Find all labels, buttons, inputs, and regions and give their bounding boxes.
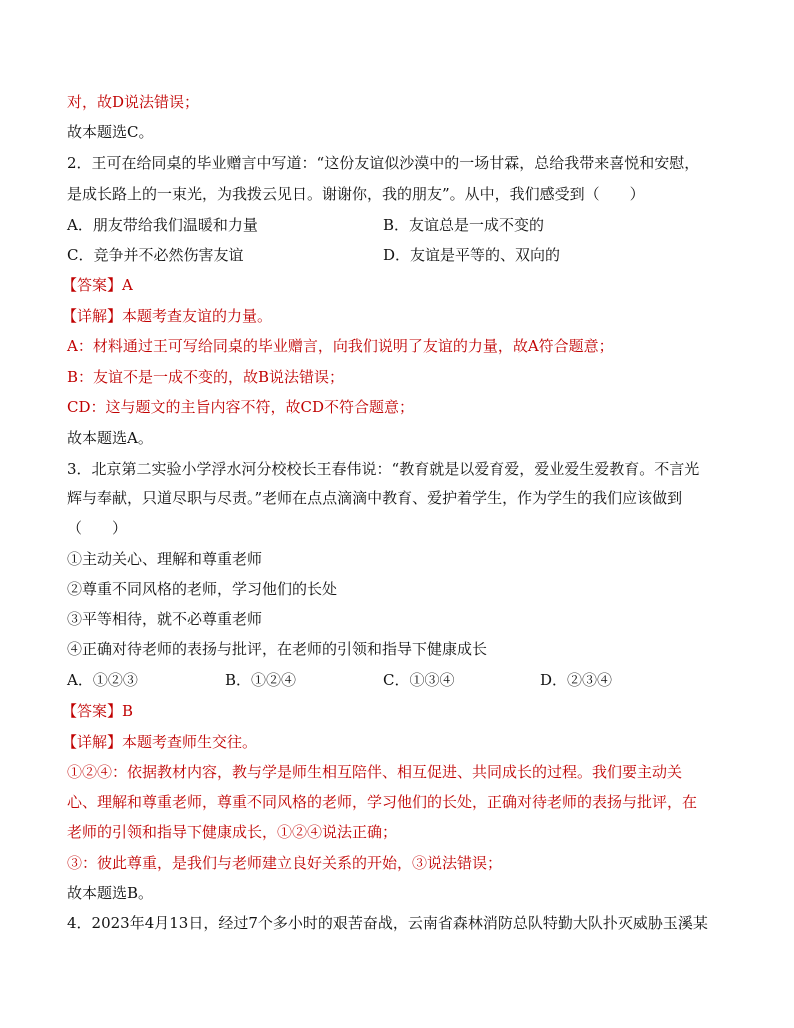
q2-option-b: B．友谊总是一成不变的 bbox=[383, 216, 545, 234]
q4-stem-line1: 4．2023年4月13日，经过7个多小时的艰苦奋战，云南省森林消防总队特勤大队扑灭威胁玉溪某 bbox=[67, 914, 708, 932]
prev-conclusion: 故本题选C。 bbox=[67, 123, 154, 141]
q2-detail bbox=[62, 305, 272, 327]
answer-tag: 【答案】 bbox=[62, 702, 123, 720]
q3-option-d: D．②③④ bbox=[540, 671, 613, 689]
detail-tag: 【详解】 bbox=[62, 307, 123, 325]
q2-answer bbox=[62, 274, 133, 296]
q2-analysis-line: CD：这与题文的主旨内容不符，故CD不符合题意； bbox=[67, 398, 415, 416]
q2-conclusion: 故本题选A。 bbox=[67, 429, 153, 447]
q3-option-c: C．①③④ bbox=[383, 671, 455, 689]
q2-analysis-line: A：材料通过王可写给同桌的毕业赠言，向我们说明了友谊的力量，故A符合题意； bbox=[67, 337, 614, 355]
detail-tag: 【详解】 bbox=[62, 733, 123, 751]
q3-stem-line3: （ ） bbox=[67, 519, 128, 537]
q3-analysis-line: 老师的引领和指导下健康成长，①②④说法正确； bbox=[67, 823, 398, 841]
q2-option-c: C．竞争并不必然伤害友谊 bbox=[67, 246, 244, 264]
detail-text: 本题考查友谊的力量。 bbox=[122, 307, 273, 325]
prev-analysis-line: 对，故D说法错误； bbox=[67, 93, 200, 111]
q3-analysis-line: 心、理解和尊重老师，尊重不同风格的老师，学习他们的长处，正确对待老师的表扬与批评，在 bbox=[67, 793, 698, 811]
answer-value: B bbox=[122, 702, 134, 720]
q3-detail bbox=[62, 731, 257, 753]
q3-analysis-line: ③：彼此尊重，是我们与老师建立良好关系的开始，③说法错误； bbox=[67, 854, 503, 872]
q2-option-a: A．朋友带给我们温暖和力量 bbox=[67, 216, 258, 234]
answer-value: A bbox=[122, 276, 133, 294]
q3-statement: ④正确对待老师的表扬与批评，在老师的引领和指导下健康成长 bbox=[67, 640, 488, 658]
q3-option-a: A．①②③ bbox=[67, 671, 138, 689]
answer-tag: 【答案】 bbox=[62, 276, 123, 294]
q3-statement: ①主动关心、理解和尊重老师 bbox=[67, 550, 263, 568]
q3-conclusion: 故本题选B。 bbox=[67, 884, 154, 902]
q3-stem-line2: 辉与奉献，只道尽职与尽责。”老师在点点滴滴中教育、爱护着学生，作为学生的我们应该做到 bbox=[67, 489, 683, 507]
q3-statement: ②尊重不同风格的老师，学习他们的长处 bbox=[67, 580, 338, 598]
q3-analysis-line: ①②④：依据教材内容，教与学是师生相互陪伴、相互促进、共同成长的过程。我们要主动关 bbox=[67, 763, 683, 781]
q2-stem-line1: 2．王可在给同桌的毕业赠言中写道：“这份友谊似沙漠中的一场甘霖，总给我带来喜悦和安慰， bbox=[67, 154, 700, 172]
q2-option-d: D．友谊是平等的、双向的 bbox=[383, 246, 561, 264]
q3-statement: ③平等相待，就不必尊重老师 bbox=[67, 610, 263, 628]
q2-stem-line2: 是成长路上的一束光，为我拨云见日。谢谢你，我的朋友”。从中，我们感受到（ ） bbox=[67, 185, 645, 203]
q3-answer bbox=[62, 700, 133, 722]
q3-stem-line1: 3．北京第二实验小学浮水河分校校长王春伟说：“教育就是以爱育爱，爱业爱生爱教育。不言光 bbox=[67, 460, 700, 478]
q3-option-b: B．①②④ bbox=[225, 671, 297, 689]
q2-analysis-line: B：友谊不是一成不变的，故B说法错误； bbox=[67, 368, 345, 386]
detail-text: 本题考查师生交往。 bbox=[122, 733, 258, 751]
